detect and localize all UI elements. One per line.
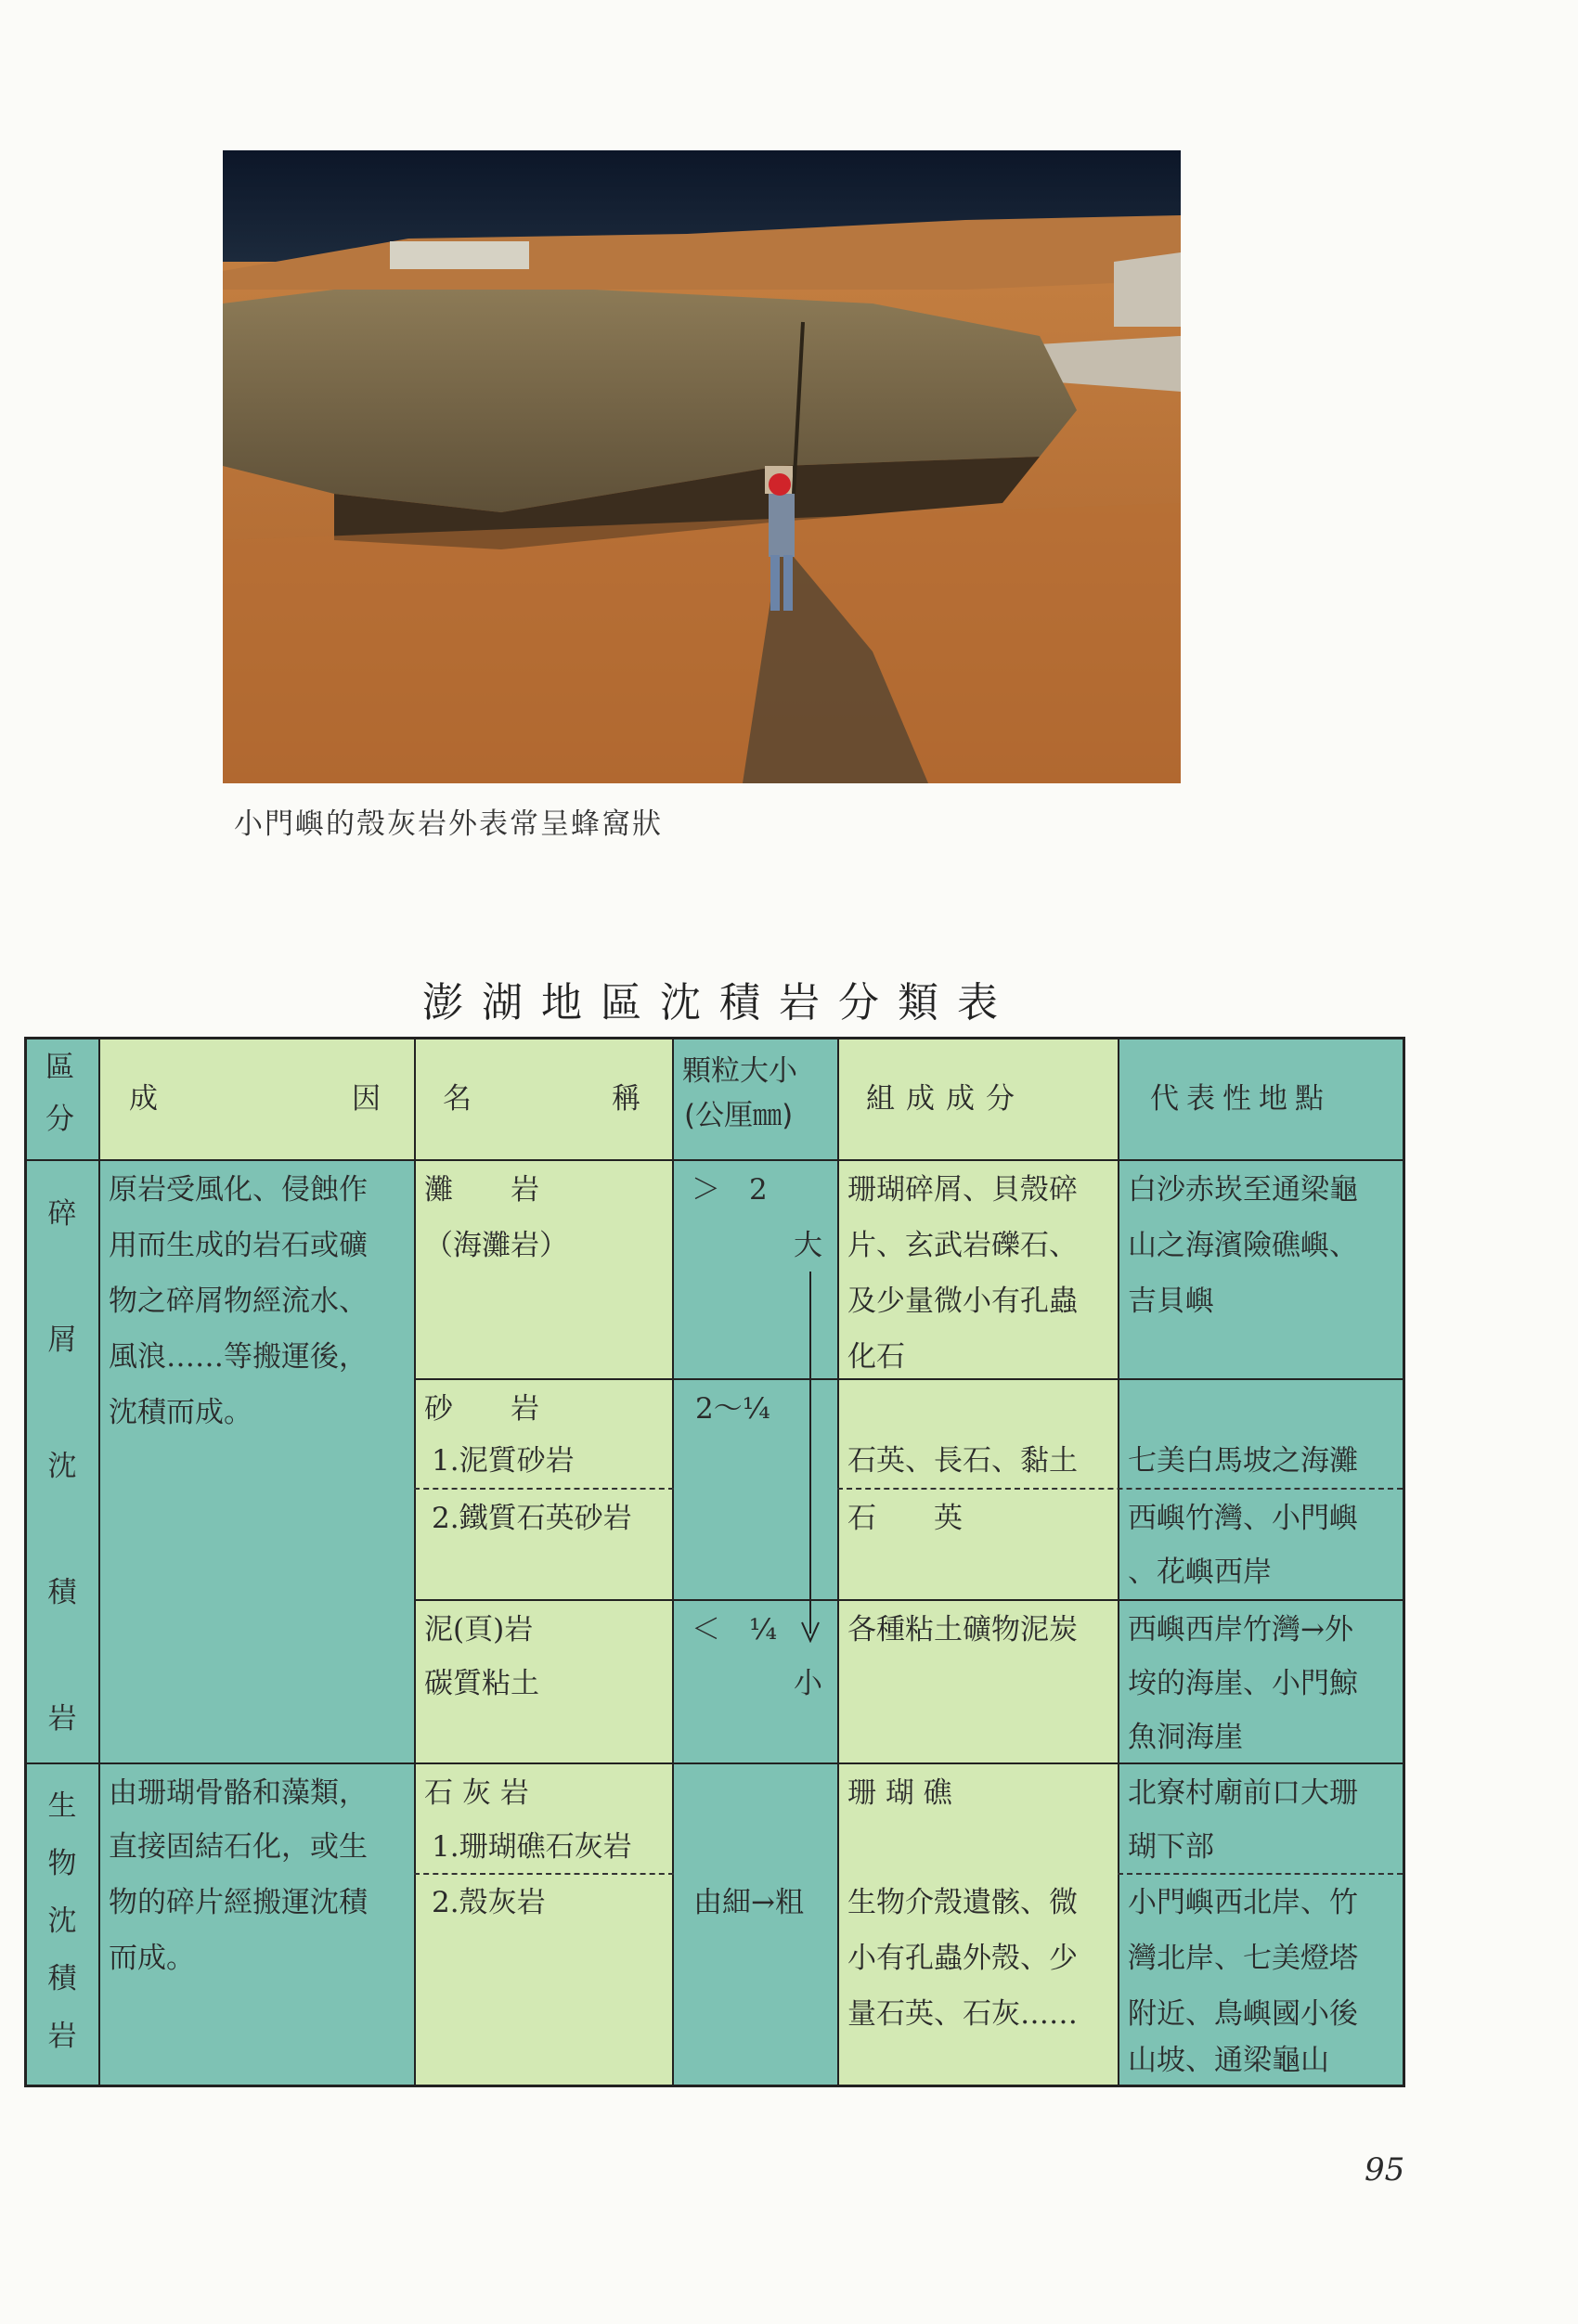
header-comp: 組成成分 [866, 1082, 1026, 1116]
grain-line: 小 [794, 1667, 822, 1700]
loc-line: 白沙赤崁至通梁龜 [1128, 1173, 1358, 1207]
group2-label-char: 沈 [47, 1904, 77, 1938]
group1-cause-line: 風浪……等搬運後， [109, 1340, 368, 1374]
group1-label-char: 屑 [47, 1323, 77, 1357]
loc-line: 瑚下部 [1128, 1830, 1214, 1864]
table-title: 澎湖地區沈積岩分類表 [422, 979, 1016, 1026]
group1-label-char: 碎 [47, 1197, 77, 1231]
group2-cause-line: 而成。 [109, 1942, 195, 1975]
header-grain-1: 顆粒大小 [682, 1054, 797, 1088]
header-name-2: 稱 [612, 1082, 640, 1116]
loc-line: 垵的海崖、小門鯨 [1128, 1667, 1358, 1700]
photo-caption: 小門嶼的殼灰岩外表常呈蜂窩狀 [234, 807, 663, 841]
comp-line: 及少量微小有孔蟲 [847, 1285, 1078, 1318]
name-line: 砂 岩 [424, 1392, 539, 1426]
grain-line: 由細→粗 [693, 1886, 804, 1919]
group1-cause-line: 用而生成的岩石或礦 [109, 1229, 368, 1262]
group2-label-char: 生 [47, 1789, 77, 1823]
group1-label-char: 沈 [47, 1450, 77, 1483]
header-cause-2: 因 [352, 1082, 381, 1116]
group2-cause-line: 直接固結石化，或生 [109, 1830, 368, 1864]
comp-line: 各種粘土礦物泥炭 [847, 1613, 1078, 1646]
group2-cause-line: 由珊瑚骨骼和藻類， [109, 1776, 368, 1810]
comp-line: 珊瑚碎屑、貝殼碎 [847, 1173, 1078, 1207]
grain-line: 2～¼ [695, 1392, 770, 1426]
header-cause-1: 成 [129, 1082, 158, 1116]
comp-line: 石英、長石、黏土 [847, 1444, 1078, 1478]
header-class-2: 分 [45, 1103, 74, 1136]
header-loc: 代表性地點 [1150, 1082, 1331, 1116]
group1-cause-line: 物之碎屑物經流水、 [109, 1285, 368, 1318]
loc-line: 山之海濱險礁嶼、 [1128, 1229, 1358, 1262]
name-line: 灘 岩 [424, 1173, 539, 1207]
grain-line: 大 [794, 1229, 822, 1262]
group1-cause-line: 原岩受風化、侵蝕作 [109, 1173, 368, 1207]
group2-label-char: 物 [47, 1847, 77, 1880]
name-line: （海灘岩） [424, 1229, 568, 1262]
group2-cause-line: 物的碎片經搬運沈積 [109, 1886, 368, 1919]
group1-label-char: 岩 [47, 1702, 77, 1736]
grain-line: ＞ 2 [692, 1173, 768, 1207]
comp-line: 珊 瑚 礁 [847, 1776, 952, 1810]
page-number: 95 [1365, 2151, 1405, 2188]
comp-line: 石 英 [847, 1502, 963, 1535]
name-line: 2.殼灰岩 [432, 1886, 546, 1919]
loc-line: 附近、鳥嶼國小後 [1128, 1997, 1358, 2031]
name-line: 2.鐵質石英砂岩 [432, 1502, 632, 1535]
name-line: 石 灰 岩 [424, 1776, 529, 1810]
comp-line: 生物介殼遺骸、微 [847, 1886, 1078, 1919]
name-line: 碳質粘土 [424, 1667, 539, 1700]
loc-line: 山坡、通梁龜山 [1128, 2044, 1329, 2077]
loc-line: 北寮村廟前口大珊 [1128, 1776, 1358, 1810]
header-grain-2: (公厘㎜) [684, 1099, 794, 1132]
classification-table [24, 1037, 1405, 2087]
comp-line: 化石 [847, 1340, 905, 1374]
loc-line: 、花嶼西岸 [1128, 1556, 1272, 1589]
comp-line: 小有孔蟲外殼、少 [847, 1942, 1078, 1975]
name-line: 泥(頁)岩 [424, 1613, 534, 1646]
grain-size-arrow [799, 1272, 821, 1643]
comp-line: 片、玄武岩礫石、 [847, 1229, 1078, 1262]
name-line: 1.珊瑚礁石灰岩 [432, 1830, 632, 1864]
header-class-1: 區 [45, 1051, 74, 1084]
name-line: 1.泥質砂岩 [432, 1444, 575, 1478]
loc-line: 西嶼竹灣、小門嶼 [1128, 1502, 1358, 1535]
loc-line: 魚洞海崖 [1128, 1721, 1243, 1754]
group2-label-char: 積 [47, 1962, 77, 1995]
group1-cause-line: 沈積而成。 [109, 1396, 252, 1429]
header-name-1: 名 [443, 1082, 472, 1116]
limestone-photo [223, 150, 1181, 783]
loc-line: 西嶼西岸竹灣→外 [1128, 1613, 1353, 1646]
grain-line: ＜ ¼ [692, 1613, 778, 1646]
loc-line: 小門嶼西北岸、竹 [1128, 1886, 1358, 1919]
loc-line: 吉貝嶼 [1128, 1285, 1214, 1318]
loc-line: 七美白馬坡之海灘 [1128, 1444, 1358, 1478]
group1-label-char: 積 [47, 1576, 77, 1609]
loc-line: 灣北岸、七美燈塔 [1128, 1942, 1358, 1975]
comp-line: 量石英、石灰…… [847, 1997, 1078, 2031]
group2-label-char: 岩 [47, 2020, 77, 2053]
